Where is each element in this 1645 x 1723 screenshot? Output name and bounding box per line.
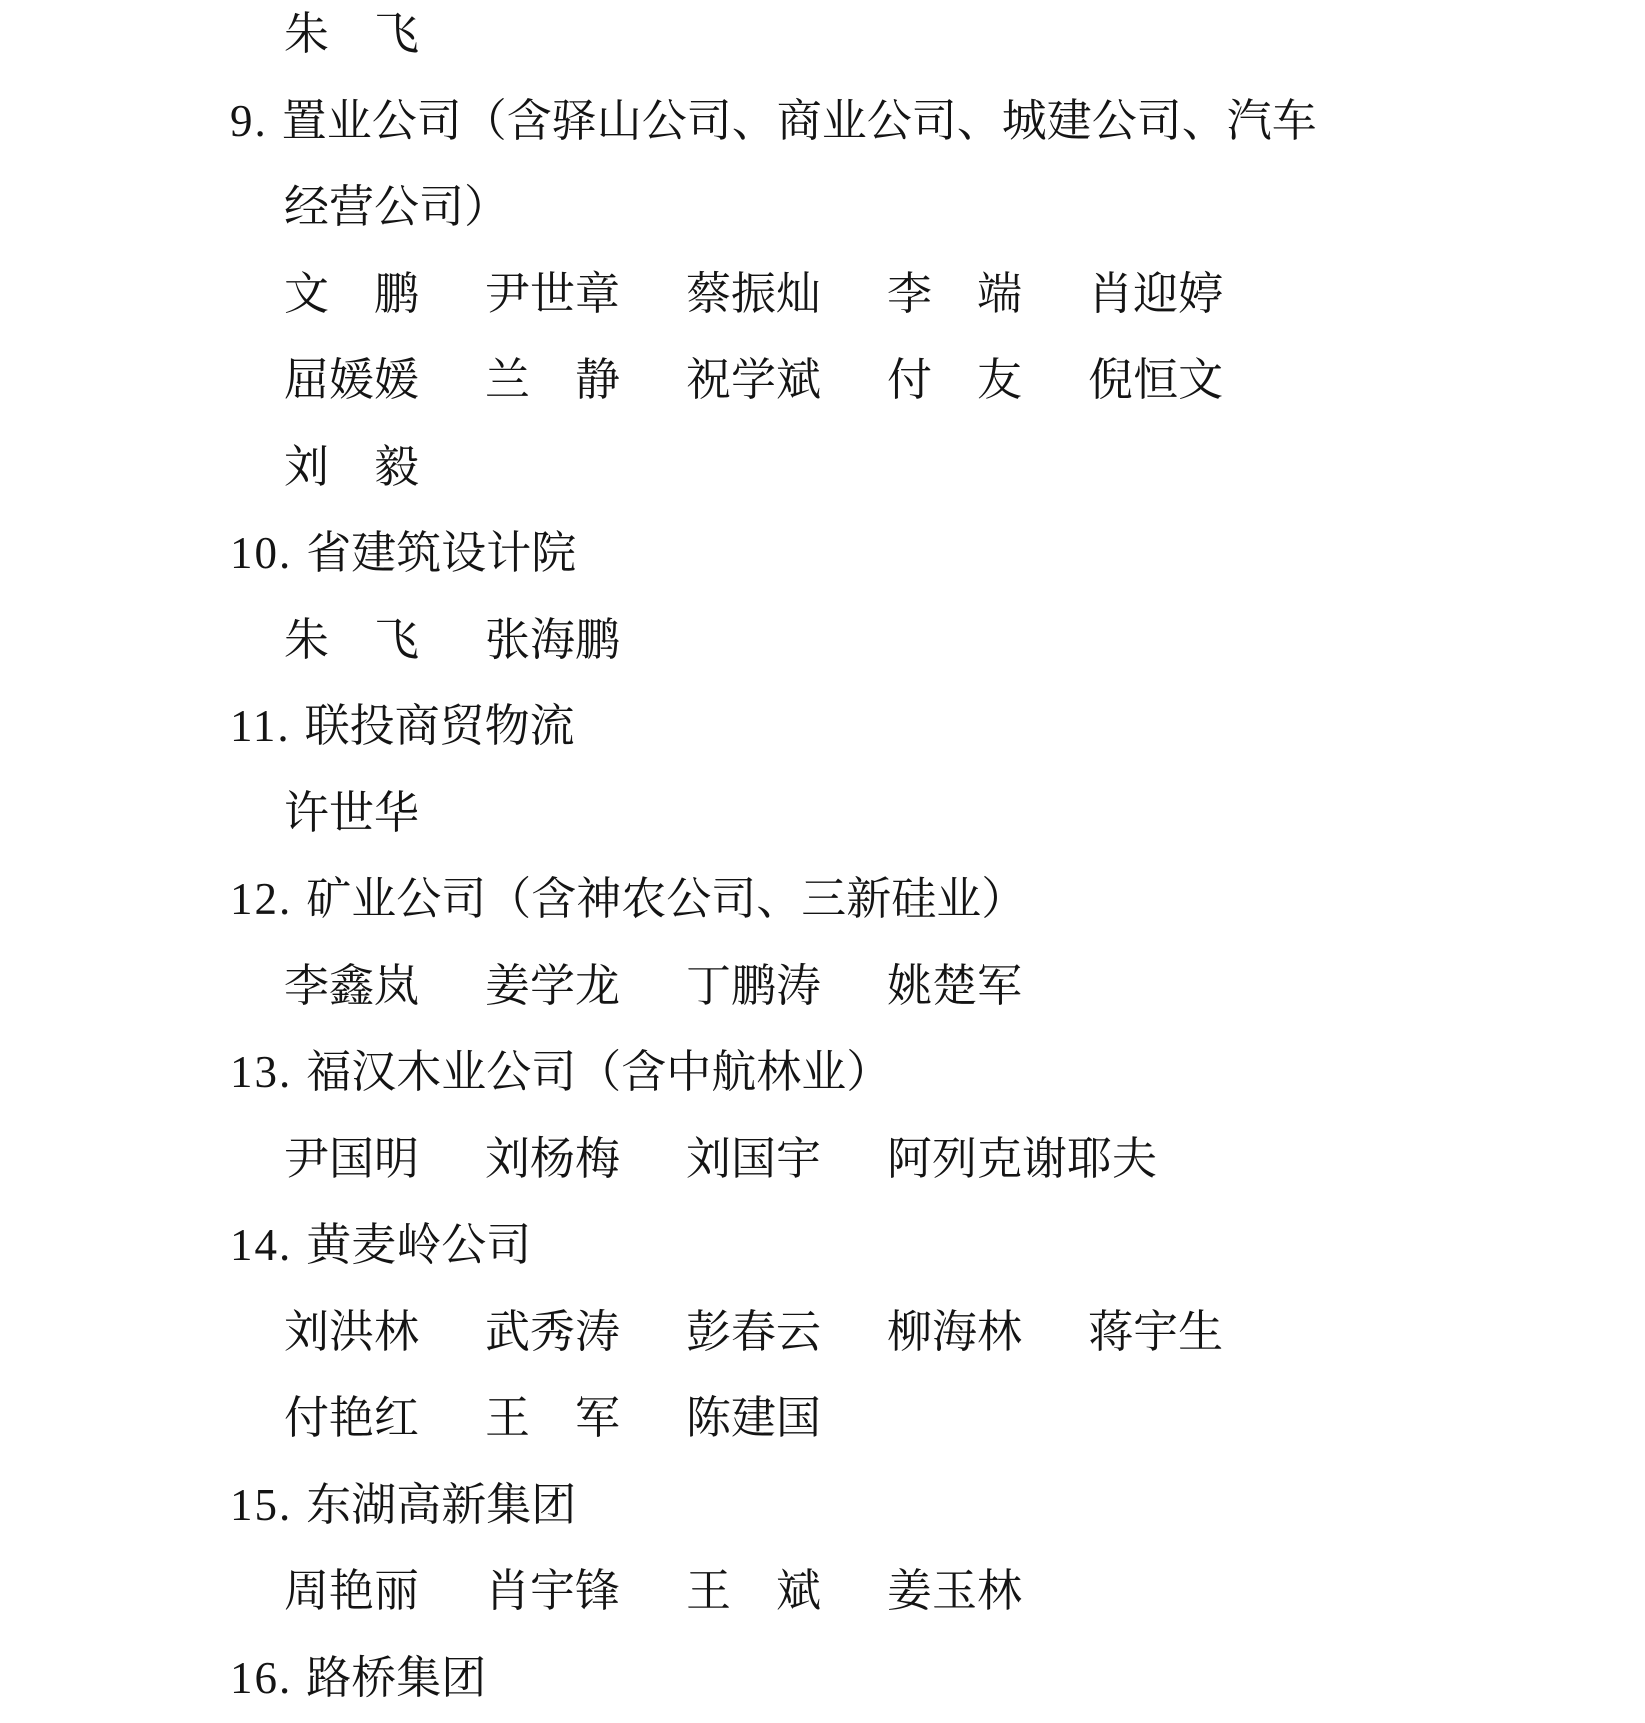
person-name: 朱 飞 [284, 9, 420, 59]
name-row [0, 597, 1645, 684]
person-name: 文 鹏 [284, 268, 420, 319]
item-title-line [0, 856, 1645, 943]
person-name: 屈媛媛 [284, 355, 420, 405]
person-name: 姚楚军 [887, 960, 1023, 1011]
person-name: 朱 飞 [284, 614, 420, 665]
person-name: 尹国明 [284, 1133, 420, 1184]
person-name: 姜玉林 [887, 1566, 1023, 1616]
person-name: 刘杨梅 [485, 1133, 621, 1184]
person-name: 彭春云 [686, 1306, 822, 1357]
item-title-line [0, 1635, 1645, 1722]
person-name: 刘洪林 [284, 1306, 420, 1357]
person-name: 柳海林 [887, 1306, 1023, 1357]
item-title-continuation: 经营公司） [284, 182, 510, 232]
item-title-line [0, 1029, 1645, 1116]
item-title: 东湖高新集团 [306, 1479, 577, 1530]
person-name: 蒋宇生 [1088, 1306, 1224, 1357]
item-title-line [0, 1202, 1645, 1289]
person-name: 李鑫岚 [284, 960, 420, 1011]
name-row [0, 943, 1645, 1030]
item-title-line [0, 510, 1645, 597]
name-row [0, 251, 1645, 338]
person-name: 李 端 [887, 268, 1023, 319]
item-title: 省建筑设计院 [306, 528, 577, 578]
item-title: 置业公司（含驿山公司、商业公司、城建公司、汽车 [281, 95, 1317, 146]
item-title: 路桥集团 [306, 1652, 487, 1703]
item-number: 11. [230, 701, 291, 751]
item-number: 13. [230, 1047, 293, 1097]
person-name: 倪恒文 [1088, 355, 1224, 405]
item-title: 联投商贸物流 [304, 701, 575, 751]
person-name: 武秀涛 [485, 1306, 621, 1357]
name-row [0, 1289, 1645, 1376]
person-name: 阿列克谢耶夫 [887, 1133, 1158, 1184]
item-number: 14. [230, 1220, 293, 1270]
item-title-line [0, 683, 1645, 770]
person-name: 王 军 [485, 1393, 621, 1443]
item-number: 12. [230, 874, 293, 924]
person-name: 肖迎婷 [1088, 268, 1224, 319]
item-number: 15. [230, 1479, 293, 1530]
item-number: 10. [230, 528, 293, 578]
name-row [0, 337, 1645, 424]
person-name: 王 斌 [686, 1566, 822, 1616]
person-name: 丁鹏涛 [686, 960, 822, 1011]
item-title: 福汉木业公司（含中航林业） [306, 1047, 892, 1097]
person-name: 刘 毅 [284, 441, 420, 492]
name-row [0, 1375, 1645, 1462]
item-number: 16. [230, 1652, 293, 1703]
person-name: 兰 静 [485, 355, 621, 405]
person-name: 许世华 [284, 787, 420, 838]
name-row [0, 1116, 1645, 1203]
item-title-line [0, 78, 1645, 165]
person-name: 刘国宇 [686, 1133, 822, 1184]
person-name: 张海鹏 [485, 614, 621, 665]
person-name: 陈建国 [686, 1393, 822, 1443]
person-name: 姜学龙 [485, 960, 621, 1011]
item-title-line [0, 1462, 1645, 1549]
person-name: 尹世章 [485, 268, 621, 319]
name-row [0, 1548, 1645, 1635]
person-name: 周艳丽 [284, 1566, 420, 1616]
person-name: 蔡振灿 [686, 268, 822, 319]
item-title-continuation-line [0, 164, 1645, 251]
carryover-name-row [0, 0, 1645, 78]
person-name: 祝学斌 [686, 355, 822, 405]
person-name: 肖宇锋 [485, 1566, 621, 1616]
name-row [0, 424, 1645, 511]
person-name: 付 友 [887, 355, 1023, 405]
name-row [0, 770, 1645, 857]
person-name: 付艳红 [284, 1393, 420, 1443]
item-title: 黄麦岭公司 [306, 1220, 532, 1270]
item-number: 9. [230, 95, 268, 146]
item-title: 矿业公司（含神农公司、三新硅业） [306, 874, 1027, 924]
